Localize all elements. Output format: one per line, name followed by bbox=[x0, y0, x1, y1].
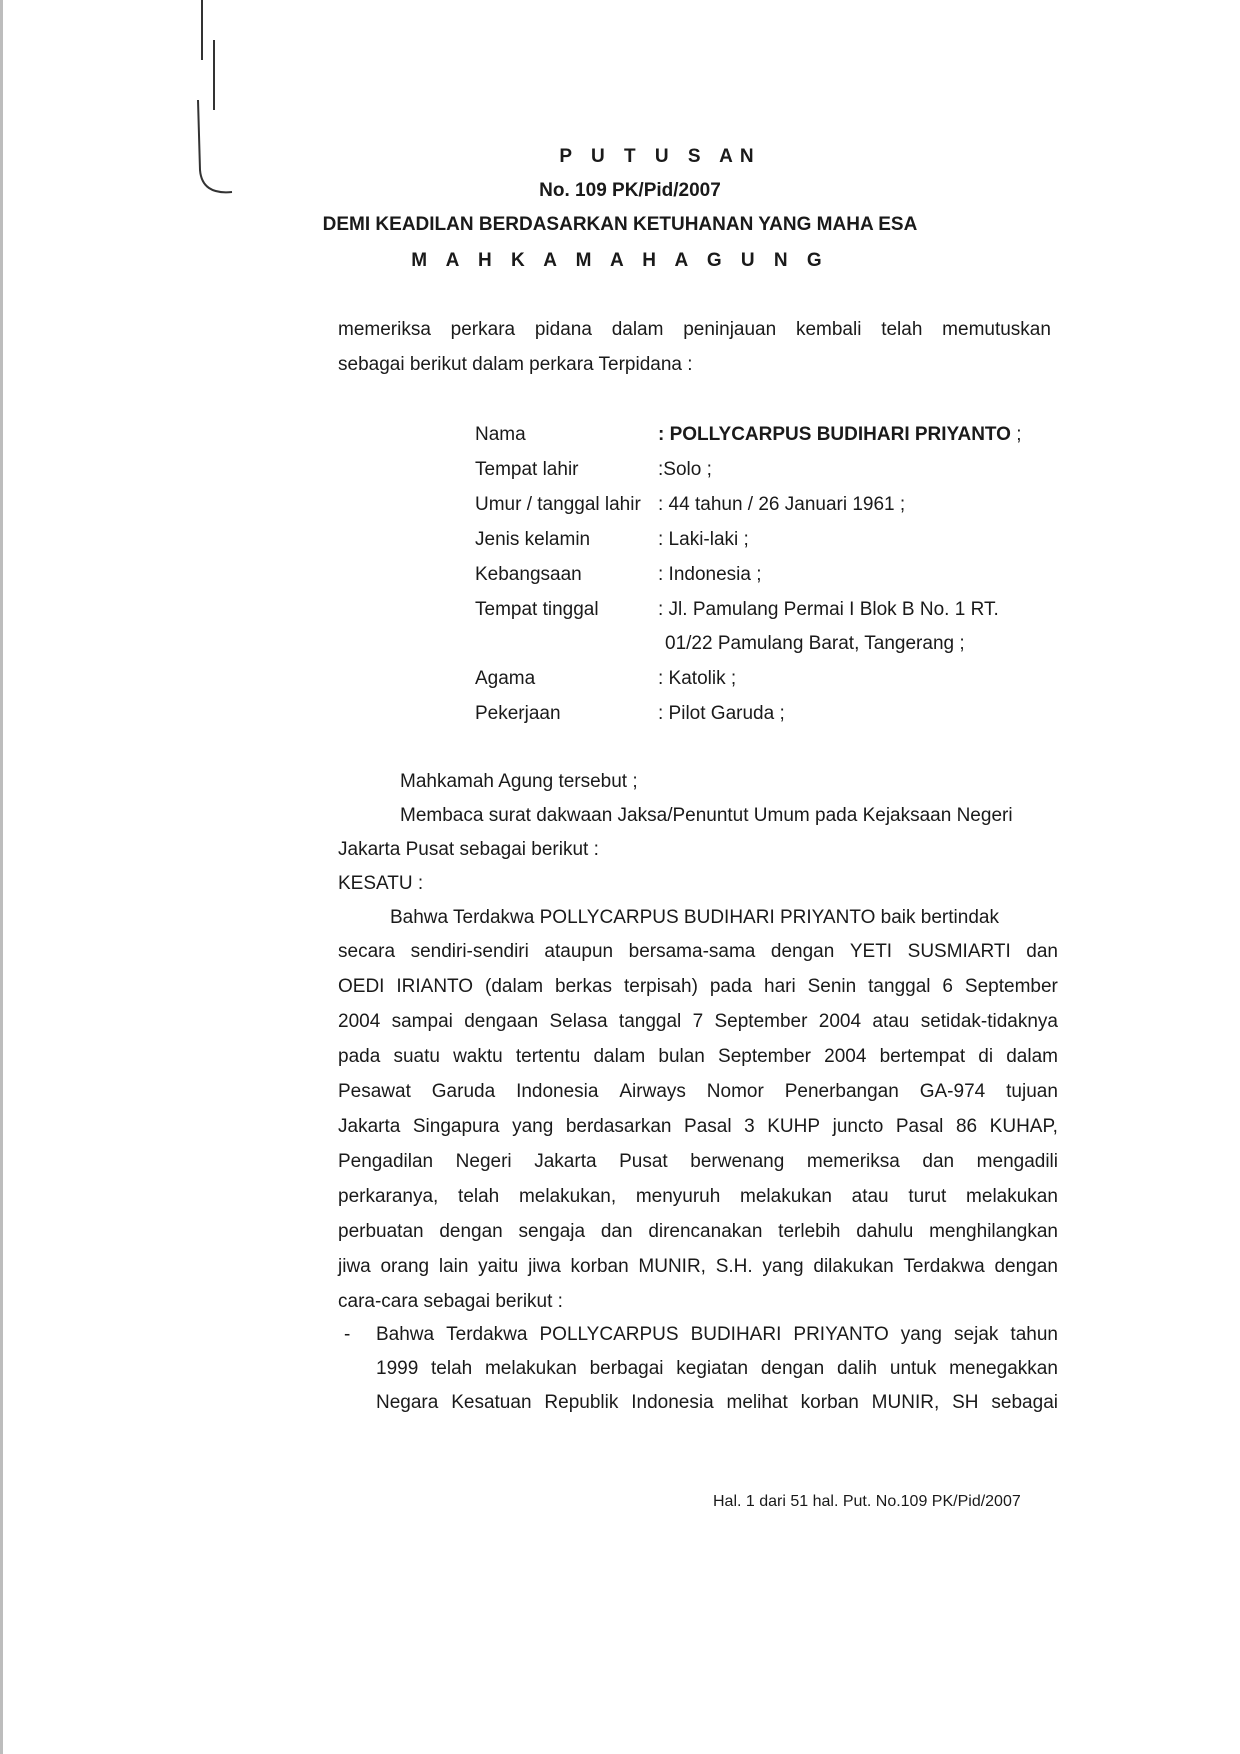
list-item-line: 1999 telah melakukan berbagai kegiatan dengan dalih untuk menegakkan bbox=[376, 1358, 1058, 1379]
intro-word: kembali bbox=[795, 319, 862, 340]
intro-line-2: sebagai berikut dalam perkara Terpidana : bbox=[338, 354, 693, 375]
paragraph-line: 2004 sampai dengaan Selasa tanggal 7 September 2004 atau setidak-tidaknya bbox=[338, 1011, 1058, 1032]
identity-label: Kebangsaan bbox=[475, 564, 582, 585]
paragraph-line: secara sendiri-sendiri ataupun bersama-sama dengan YETI SUSMIARTI dan bbox=[338, 941, 1058, 962]
identity-label: Jenis kelamin bbox=[475, 529, 591, 550]
paragraph-line: Membaca surat dakwaan Jaksa/Penuntut Umum pada Kejaksaan Negeri bbox=[400, 805, 1013, 826]
identity-value: : Pilot Garuda ; bbox=[658, 703, 785, 724]
paragraph-line: Jakarta Pusat sebagai berikut : bbox=[338, 839, 599, 860]
paragraph-line: perkaranya, telah melakukan, menyuruh melakukan atau turut melakukan bbox=[338, 1186, 1058, 1207]
intro-line-1 bbox=[338, 320, 1051, 340]
intro-word: dalam bbox=[611, 319, 664, 340]
identity-label: Nama bbox=[475, 424, 526, 445]
intro-word: pidana bbox=[534, 319, 592, 340]
intro-word: memeriksa bbox=[338, 319, 431, 340]
paragraph-line: Bahwa Terdakwa POLLYCARPUS BUDIHARI PRIYANTO baik bertindak bbox=[390, 907, 999, 928]
list-item-line: Negara Kesatuan Republik Indonesia melihat korban MUNIR, SH sebagai bbox=[376, 1392, 1058, 1413]
paragraph-line: jiwa orang lain yaitu jiwa korban MUNIR, S.H. yang dilakukan Terdakwa dengan bbox=[338, 1256, 1058, 1277]
identity-value-cont: 01/22 Pamulang Barat, Tangerang ; bbox=[665, 633, 965, 654]
identity-label: Pekerjaan bbox=[475, 703, 561, 724]
identity-label: Umur / tanggal lahir bbox=[475, 494, 641, 515]
intro-word: perkara bbox=[450, 319, 516, 340]
list-bullet: - bbox=[344, 1324, 351, 1345]
intro-word: telah bbox=[881, 319, 923, 340]
paragraph-line: Pesawat Garuda Indonesia Airways Nomor Penerbangan GA-974 tujuan bbox=[338, 1081, 1058, 1102]
section-heading: KESATU : bbox=[338, 873, 424, 894]
identity-label: Agama bbox=[475, 668, 536, 689]
identity-value: : Indonesia ; bbox=[658, 564, 762, 585]
paragraph-line: Mahkamah Agung tersebut ; bbox=[400, 771, 638, 792]
identity-label: Tempat tinggal bbox=[475, 599, 599, 620]
identity-value: : POLLYCARPUS BUDIHARI PRIYANTO ; bbox=[658, 424, 1022, 445]
identity-value: : Jl. Pamulang Permai I Blok B No. 1 RT. bbox=[658, 599, 999, 620]
paragraph-line: OEDI IRIANTO (dalam berkas terpisah) pada hari Senin tanggal 6 September bbox=[338, 976, 1058, 997]
intro-word: peninjauan bbox=[683, 319, 777, 340]
identity-label: Tempat lahir bbox=[475, 459, 579, 480]
header-demi: DEMI KEADILAN BERDASARKAN KETUHANAN YANG MAHA ESA bbox=[322, 214, 918, 235]
paragraph-line: pada suatu waktu tertentu dalam bulan September 2004 bertempat di dalam bbox=[338, 1046, 1058, 1067]
binding-mark-icon bbox=[180, 0, 250, 210]
identity-value: : Laki-laki ; bbox=[658, 529, 749, 550]
identity-value: : Katolik ; bbox=[658, 668, 737, 689]
paragraph-line: Pengadilan Negeri Jakarta Pusat berwenang memeriksa dan mengadili bbox=[338, 1151, 1058, 1172]
list-item-line: Bahwa Terdakwa POLLYCARPUS BUDIHARI PRIYANTO yang sejak tahun bbox=[376, 1324, 1058, 1345]
identity-value: :Solo ; bbox=[658, 459, 712, 480]
page-title: P U T U S AN bbox=[559, 146, 761, 167]
paragraph-line: cara-cara sebagai berikut : bbox=[338, 1291, 563, 1312]
identity-value: : 44 tahun / 26 Januari 1961 ; bbox=[658, 494, 906, 515]
paragraph-line: perbuatan dengan sengaja dan direncanakan terlebih dahulu menghilangkan bbox=[338, 1221, 1058, 1242]
paragraph-line: Jakarta Singapura yang berdasarkan Pasal 3 KUHP juncto Pasal 86 KUHAP, bbox=[338, 1116, 1058, 1137]
intro-word: memutuskan bbox=[942, 319, 1051, 340]
page-footer: Hal. 1 dari 51 hal. Put. No.109 PK/Pid/2007 bbox=[713, 1493, 1021, 1510]
case-number: No. 109 PK/Pid/2007 bbox=[539, 180, 721, 201]
court-name: M A H K A M A H A G U N G bbox=[411, 250, 829, 271]
